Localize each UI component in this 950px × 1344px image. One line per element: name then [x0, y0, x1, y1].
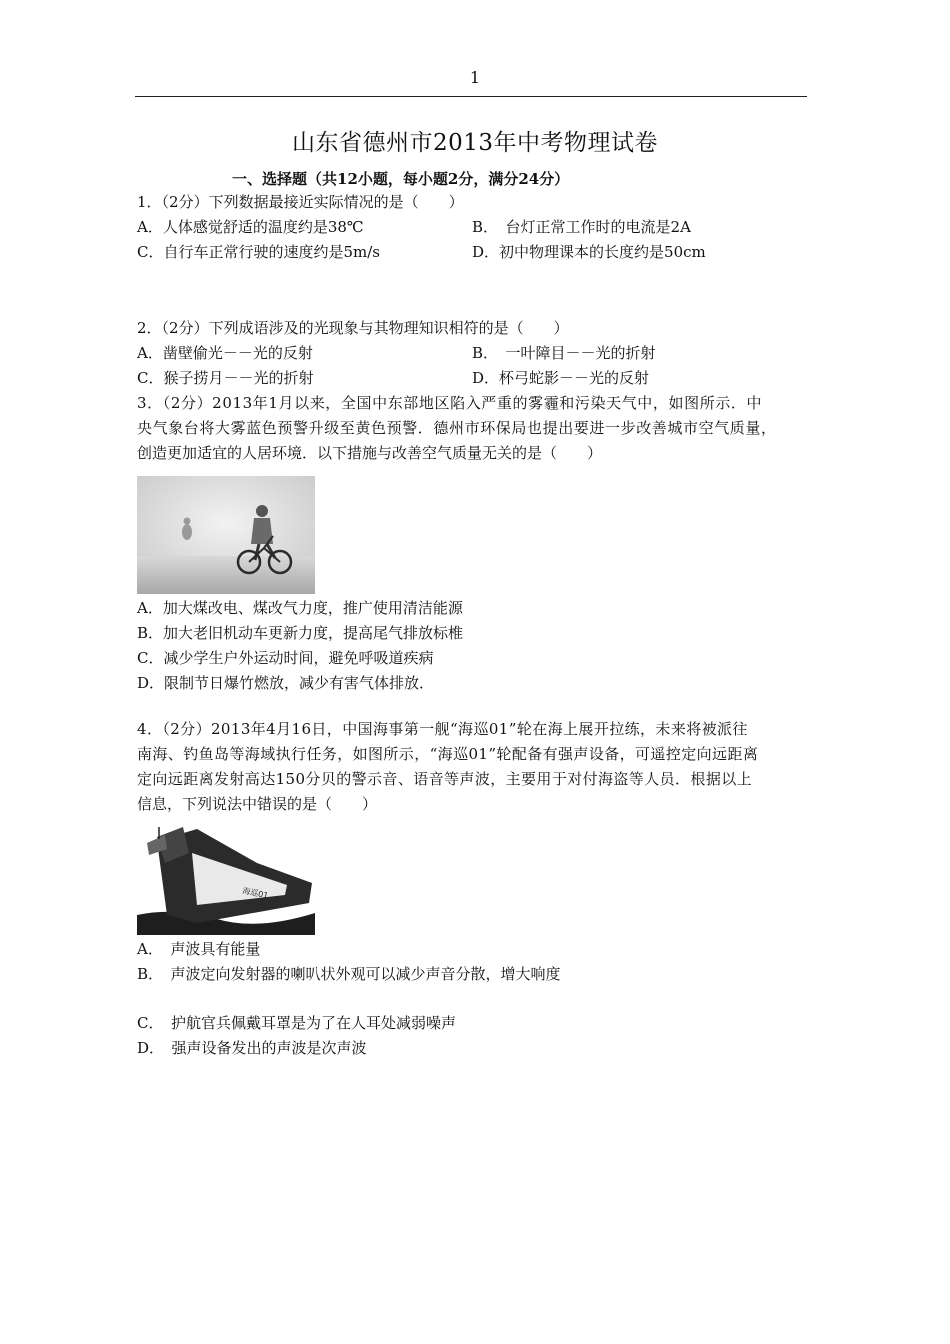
- ship-image: [137, 823, 315, 935]
- option-a: A．凿壁偷光－－光的反射: [137, 344, 313, 362]
- question-stem: 2．（2分）下列成语涉及的光现象与其物理知识相符的是（ ）: [137, 319, 569, 337]
- spacer: [137, 987, 809, 1011]
- option-b: B． 声波定向发射器的喇叭状外观可以减少声音分散，增大响度: [137, 965, 561, 983]
- question-stem: 1．（2分）下列数据最接近实际情况的是（ ）: [137, 193, 464, 211]
- option-a: A． 声波具有能量: [137, 940, 261, 958]
- question-stem-line: 创造更加适宜的人居环境．以下措施与改善空气质量无关的是（ ）: [137, 444, 603, 462]
- option-d: D． 强声设备发出的声波是次声波: [137, 1039, 367, 1057]
- option-a: A．加大煤改电、煤改气力度，推广使用清洁能源: [137, 599, 463, 617]
- question-2: [137, 316, 809, 391]
- option-b: B． 一叶障目－－光的折射: [472, 344, 656, 362]
- option-d: D．杯弓蛇影－－光的反射: [472, 369, 650, 387]
- question-4: [137, 717, 809, 1061]
- question-stem-line: 央气象台将大雾蓝色预警升级至黄色预警．德州市环保局也提出要进一步改善城市空气质量，: [137, 419, 777, 437]
- fog-cyclist-image: [137, 476, 315, 594]
- option-c: C．自行车正常行驶的速度约是5m/s: [137, 243, 380, 261]
- option-d: D．初中物理课本的长度约是50cm: [472, 243, 706, 261]
- option-c: C．猴子捞月－－光的折射: [137, 369, 314, 387]
- question-stem-line: 4．（2分）2013年4月16日，中国海事第一舰“海巡01”轮在海上展开拉练，未来将被派往: [137, 720, 748, 738]
- page-number: 1: [469, 68, 481, 87]
- option-b: B．加大老旧机动车更新力度，提高尾气排放标椎: [137, 624, 464, 642]
- question-stem-line: 3．（2分）2013年1月以来，全国中东部地区陷入严重的雾霾和污染天气中，如图所示．中: [137, 394, 763, 412]
- ship-hull-label: 海巡01: [241, 886, 270, 901]
- header-rule: [135, 96, 807, 97]
- page-title: 山东省德州市2013年中考物理试卷: [291, 130, 659, 156]
- options-grid: [137, 341, 809, 391]
- section-heading: 一、选择题（共12小题，每小题2分，满分24分）: [232, 170, 570, 188]
- question-1: [137, 190, 809, 265]
- question-stem-line: 定向远距离发射高达150分贝的警示音、语音等声波，主要用于对付海盗等人员．根据以上: [137, 770, 753, 788]
- option-a: A．人体感觉舒适的温度约是38℃: [137, 218, 364, 236]
- options-grid: [137, 215, 809, 265]
- option-d: D．限制节日爆竹燃放，减少有害气体排放．: [137, 674, 435, 692]
- question-3: [137, 391, 809, 696]
- question-stem-line: 信息，下列说法中错误的是（ ）: [137, 795, 378, 813]
- option-c: C．减少学生户外运动时间，避免呼吸道疾病: [137, 649, 434, 667]
- option-c: C． 护航官兵佩戴耳罩是为了在人耳处减弱噪声: [137, 1014, 456, 1032]
- question-stem-line: 南海、钓鱼岛等海域执行任务，如图所示，“海巡01”轮配备有强声设备，可遥控定向远距离: [137, 745, 759, 763]
- option-b: B． 台灯正常工作时的电流是2A: [472, 218, 691, 236]
